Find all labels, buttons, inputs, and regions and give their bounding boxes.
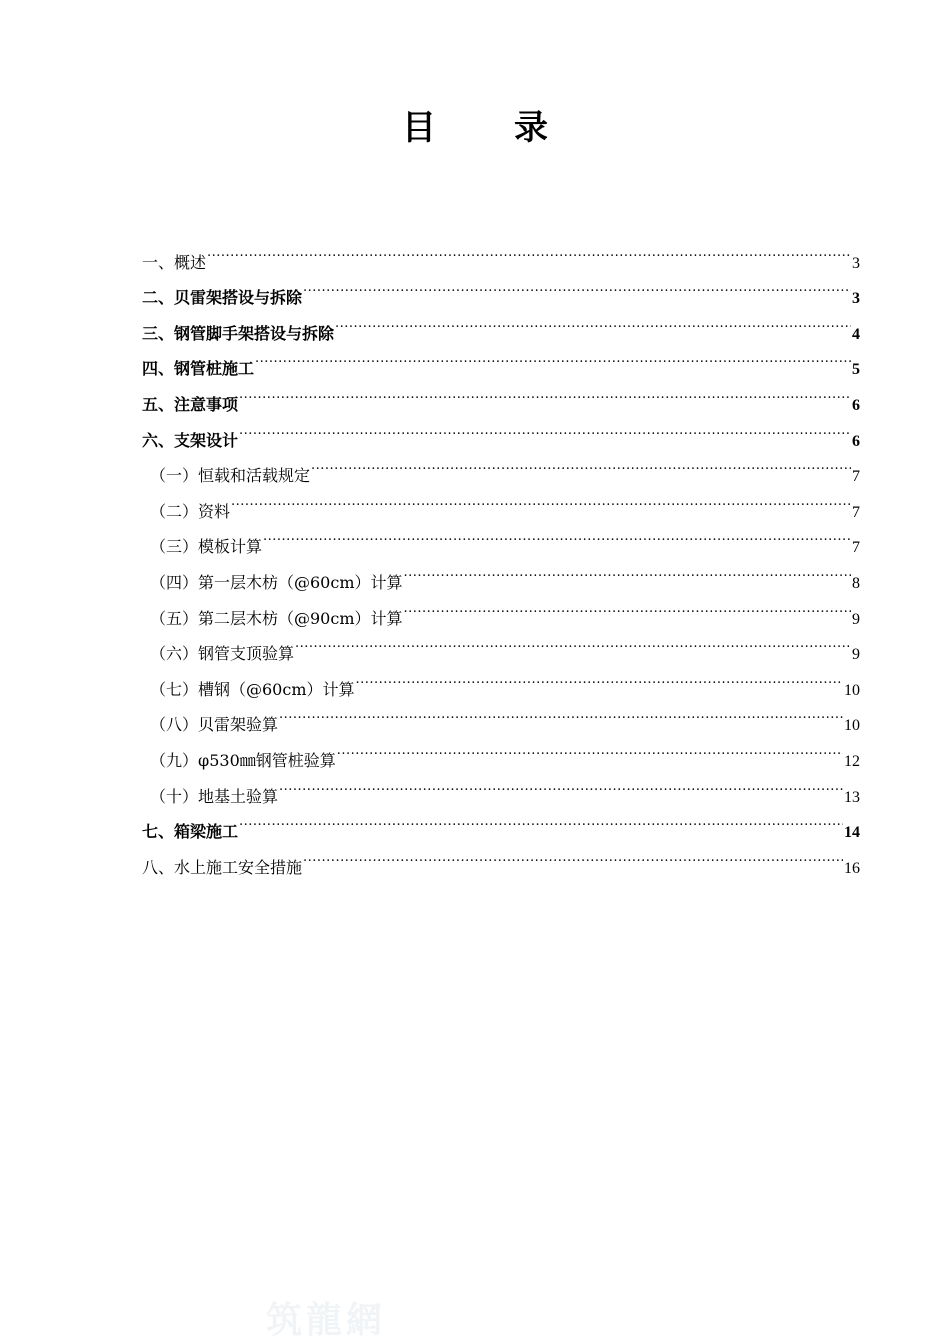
- toc-page-number: 7: [852, 539, 860, 557]
- toc-page-number: 13: [844, 788, 860, 806]
- toc-entry-label: （六）钢管支顶验算: [150, 644, 295, 664]
- toc-dot-leader: [356, 659, 844, 695]
- toc-entry-label: （四）第一层木枋（@60cm）计算: [150, 572, 403, 592]
- toc-dot-leader: [303, 268, 851, 304]
- toc-entry-label: （八）贝雷架验算: [150, 715, 279, 735]
- page-title: [0, 100, 950, 149]
- toc-dot-leader: [335, 303, 851, 339]
- toc-entry-label: 七、箱梁施工: [142, 822, 239, 842]
- toc-dot-leader: [311, 446, 851, 482]
- toc-page-number: 6: [852, 396, 860, 414]
- toc-page-number: 7: [852, 468, 860, 486]
- toc-page-number: 6: [852, 432, 860, 450]
- table-of-contents: [142, 232, 860, 877]
- toc-dot-leader: [279, 695, 843, 731]
- toc-page-number: 12: [844, 752, 860, 770]
- toc-dot-leader: [337, 730, 843, 766]
- toc-page-number: 5: [852, 361, 860, 379]
- toc-entry-label: 四、钢管桩施工: [142, 359, 255, 379]
- toc-page-number: 14: [844, 824, 860, 842]
- toc-page-number: 10: [844, 681, 860, 699]
- toc-entry-label: （三）模板计算: [150, 537, 263, 557]
- toc-entry-label: 三、钢管脚手架搭设与拆除: [142, 323, 335, 343]
- toc-page-number: 10: [844, 717, 860, 735]
- toc-entry[interactable]: [142, 374, 860, 414]
- toc-dot-leader: [231, 481, 851, 517]
- toc-entry[interactable]: [142, 410, 860, 450]
- toc-entry-label: 五、注意事项: [142, 394, 239, 414]
- watermark-logo: 筑龍網: [266, 1299, 387, 1341]
- toc-entry[interactable]: [142, 802, 860, 842]
- toc-entry[interactable]: [142, 232, 860, 272]
- toc-page-number: 7: [852, 503, 860, 521]
- toc-entry-label: （二）资料: [150, 501, 231, 521]
- toc-subentry[interactable]: [142, 517, 860, 557]
- toc-dot-leader: [295, 624, 851, 660]
- toc-page-number: 8: [852, 574, 860, 592]
- toc-dot-leader: [279, 766, 843, 802]
- title-char-1: 目: [402, 108, 436, 148]
- toc-dot-leader: [207, 232, 851, 268]
- title-char-2: 录: [514, 108, 548, 148]
- toc-entry[interactable]: [142, 837, 860, 877]
- toc-entry-label: （一）恒载和活载规定: [150, 466, 311, 486]
- toc-dot-leader: [404, 552, 852, 588]
- toc-subentry[interactable]: [142, 446, 860, 486]
- toc-subentry[interactable]: [142, 481, 860, 521]
- toc-dot-leader: [239, 410, 851, 446]
- toc-dot-leader: [239, 802, 843, 838]
- toc-entry-label: （九）φ530㎜钢管桩验算: [150, 750, 336, 770]
- toc-dot-leader: [263, 517, 851, 553]
- toc-dot-leader: [255, 339, 851, 375]
- toc-page-number: 4: [852, 325, 860, 343]
- toc-page-number: 9: [852, 646, 860, 664]
- toc-entry[interactable]: [142, 268, 860, 308]
- toc-page-number: 9: [852, 610, 860, 628]
- toc-entry-label: 六、支架设计: [142, 430, 239, 450]
- toc-entry-label: （五）第二层木枋（@90cm）计算: [150, 608, 403, 628]
- toc-page-number: 16: [844, 859, 860, 877]
- toc-entry-label: （七）槽钢（@60cm）计算: [150, 679, 355, 699]
- toc-entry-label: 八、水上施工安全措施: [142, 857, 303, 877]
- toc-entry-label: （十）地基土验算: [150, 786, 279, 806]
- toc-dot-leader: [404, 588, 852, 624]
- toc-dot-leader: [303, 837, 843, 873]
- toc-page-number: 3: [852, 290, 860, 308]
- toc-entry-label: 二、贝雷架搭设与拆除: [142, 288, 303, 308]
- toc-entry-label: 一、概述: [142, 252, 207, 272]
- toc-page-number: 3: [852, 254, 860, 272]
- toc-dot-leader: [239, 374, 851, 410]
